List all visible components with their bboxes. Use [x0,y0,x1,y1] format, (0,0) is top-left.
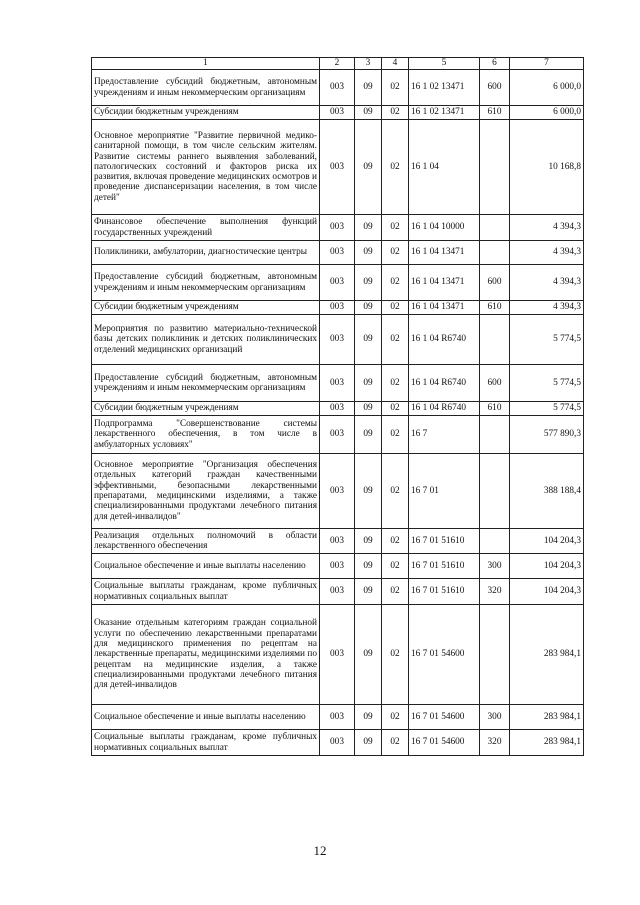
row-rz: 09 [355,120,382,215]
row-name: Субсидии бюджетным учреждениям [92,106,320,120]
row-name: Субсидии бюджетным учреждениям [92,402,320,416]
row-gr: 003 [320,554,355,579]
row-sum: 6 000,0 [510,106,584,120]
row-pr: 02 [382,215,409,241]
row-vr [480,529,510,554]
row-rz: 09 [355,106,382,120]
row-vr [480,241,510,265]
row-name: Социальные выплаты гражданам, кроме публичных нормативных социальных выплат [92,730,320,756]
row-vr: 320 [480,579,510,605]
row-csr: 16 1 02 13471 [409,106,480,120]
row-gr: 003 [320,454,355,529]
row-rz: 09 [355,301,382,315]
table-row [92,454,584,529]
table-row [92,730,584,756]
header-col-7: 7 [510,58,584,70]
table-row [92,554,584,579]
row-pr: 02 [382,106,409,120]
row-gr: 003 [320,241,355,265]
row-vr: 610 [480,402,510,416]
row-rz: 09 [355,554,382,579]
header-col-1: 1 [92,58,320,70]
row-rz: 09 [355,215,382,241]
row-sum: 283 984,1 [510,705,584,730]
header-row [92,58,584,70]
row-pr: 02 [382,241,409,265]
row-csr: 16 1 04 13471 [409,241,480,265]
row-sum: 4 394,3 [510,265,584,301]
row-name: Предоставление субсидий бюджетным, автономным учреждениям и иным некоммерческим организациям [92,265,320,301]
row-vr: 610 [480,301,510,315]
row-gr: 003 [320,215,355,241]
row-csr: 16 7 01 54600 [409,605,480,705]
row-csr: 16 1 04 R6740 [409,315,480,365]
row-csr: 16 7 [409,416,480,454]
budget-table [91,57,584,756]
row-gr: 003 [320,730,355,756]
table-row [92,705,584,730]
row-gr: 003 [320,301,355,315]
row-vr [480,215,510,241]
row-rz: 09 [355,416,382,454]
row-sum: 283 984,1 [510,730,584,756]
row-csr: 16 7 01 54600 [409,705,480,730]
row-pr: 02 [382,70,409,106]
row-sum: 577 890,3 [510,416,584,454]
table-row [92,70,584,106]
row-gr: 003 [320,402,355,416]
row-rz: 09 [355,365,382,402]
row-pr: 02 [382,554,409,579]
row-gr: 003 [320,106,355,120]
row-name: Предоставление субсидий бюджетным, автономным учреждениям и иным некоммерческим организациям [92,70,320,106]
row-gr: 003 [320,416,355,454]
row-pr: 02 [382,365,409,402]
row-csr: 16 7 01 51610 [409,579,480,605]
row-rz: 09 [355,529,382,554]
row-rz: 09 [355,265,382,301]
row-vr: 610 [480,106,510,120]
row-gr: 003 [320,265,355,301]
row-rz: 09 [355,705,382,730]
row-rz: 09 [355,315,382,365]
row-pr: 02 [382,454,409,529]
row-csr: 16 1 04 13471 [409,265,480,301]
header-col-2: 2 [320,58,355,70]
row-name: Мероприятия по развитию материально-технической базы детских поликлиник и детских поликлинических отделений медицинских организаций [92,315,320,365]
row-pr: 02 [382,730,409,756]
row-rz: 09 [355,730,382,756]
header-col-4: 4 [382,58,409,70]
table-row [92,402,584,416]
table-row [92,416,584,454]
row-pr: 02 [382,605,409,705]
table-row [92,605,584,705]
row-gr: 003 [320,605,355,705]
row-pr: 02 [382,529,409,554]
row-pr: 02 [382,416,409,454]
row-name: Социальные выплаты гражданам, кроме публичных нормативных социальных выплат [92,579,320,605]
row-name: Социальное обеспечение и иные выплаты населению [92,554,320,579]
table-row [92,106,584,120]
row-csr: 16 1 04 10000 [409,215,480,241]
table-row [92,579,584,605]
row-gr: 003 [320,529,355,554]
row-vr [480,416,510,454]
row-sum: 5 774,5 [510,402,584,416]
row-vr [480,605,510,705]
row-name: Основное мероприятие "Организация обеспечения отдельных категорий граждан качественными эффективными, безопасными лекарственными препаратами, медицинскими изделиями, а также специализированными продуктами лечебного питания для детей-инвалидов" [92,454,320,529]
row-rz: 09 [355,241,382,265]
row-vr: 600 [480,265,510,301]
row-csr: 16 7 01 [409,454,480,529]
row-sum: 104 204,3 [510,579,584,605]
row-sum: 10 168,8 [510,120,584,215]
row-sum: 283 984,1 [510,605,584,705]
row-rz: 09 [355,70,382,106]
row-pr: 02 [382,315,409,365]
table-row [92,215,584,241]
header-col-5: 5 [409,58,480,70]
row-rz: 09 [355,402,382,416]
row-csr: 16 7 01 54600 [409,730,480,756]
row-gr: 003 [320,315,355,365]
row-pr: 02 [382,579,409,605]
row-sum: 104 204,3 [510,529,584,554]
table-row [92,301,584,315]
row-name: Подпрограмма "Совершенствование системы лекарственного обеспечения, в том числе в амбулаторных условиях" [92,416,320,454]
row-sum: 104 204,3 [510,554,584,579]
row-name: Основное мероприятие "Развитие первичной медико-санитарной помощи, в том числе сельским жителям. Развитие системы раннего выявления заболеваний, патологических состояний и факторов риска их развития, включая проведение медицинских осмотров и проведение диспансеризации населения, в том числе детей" [92,120,320,215]
row-sum: 5 774,5 [510,365,584,402]
header-col-6: 6 [480,58,510,70]
row-vr: 300 [480,554,510,579]
row-gr: 003 [320,365,355,402]
row-rz: 09 [355,605,382,705]
table-row [92,529,584,554]
row-rz: 09 [355,454,382,529]
table-row [92,315,584,365]
row-name: Поликлиники, амбулатории, диагностические центры [92,241,320,265]
row-vr [480,120,510,215]
row-vr: 300 [480,705,510,730]
row-vr [480,315,510,365]
row-vr [480,454,510,529]
row-name: Оказание отдельным категориям граждан социальной услуги по обеспечению лекарственными препаратами для медицинского применения по рецептам на лекарственные препараты, медицинскими изделиями по рецептам на медицинские изделия, а также специализированными продуктами лечебного питания для детей-инвалидов [92,605,320,705]
row-gr: 003 [320,705,355,730]
table-row [92,241,584,265]
row-vr: 320 [480,730,510,756]
row-csr: 16 7 01 51610 [409,554,480,579]
row-name: Финансовое обеспечение выполнения функций государственных учреждений [92,215,320,241]
row-name: Социальное обеспечение и иные выплаты населению [92,705,320,730]
page-number: 12 [313,843,327,858]
row-gr: 003 [320,120,355,215]
row-csr: 16 1 04 R6740 [409,365,480,402]
row-name: Предоставление субсидий бюджетным, автономным учреждениям и иным некоммерческим организациям [92,365,320,402]
table-row [92,120,584,215]
row-sum: 4 394,3 [510,301,584,315]
row-pr: 02 [382,301,409,315]
row-rz: 09 [355,579,382,605]
row-pr: 02 [382,402,409,416]
row-sum: 6 000,0 [510,70,584,106]
row-csr: 16 1 04 13471 [409,301,480,315]
row-pr: 02 [382,120,409,215]
row-gr: 003 [320,579,355,605]
row-csr: 16 1 04 R6740 [409,402,480,416]
header-col-3: 3 [355,58,382,70]
row-vr: 600 [480,70,510,106]
row-gr: 003 [320,70,355,106]
row-sum: 388 188,4 [510,454,584,529]
row-sum: 4 394,3 [510,241,584,265]
row-pr: 02 [382,705,409,730]
row-name: Субсидии бюджетным учреждениям [92,301,320,315]
row-vr: 600 [480,365,510,402]
row-csr: 16 7 01 51610 [409,529,480,554]
row-pr: 02 [382,265,409,301]
row-sum: 4 394,3 [510,215,584,241]
row-csr: 16 1 02 13471 [409,70,480,106]
row-sum: 5 774,5 [510,315,584,365]
row-csr: 16 1 04 [409,120,480,215]
table-row [92,365,584,402]
row-name: Реализация отдельных полномочий в области лекарственного обеспечения [92,529,320,554]
table-row [92,265,584,301]
